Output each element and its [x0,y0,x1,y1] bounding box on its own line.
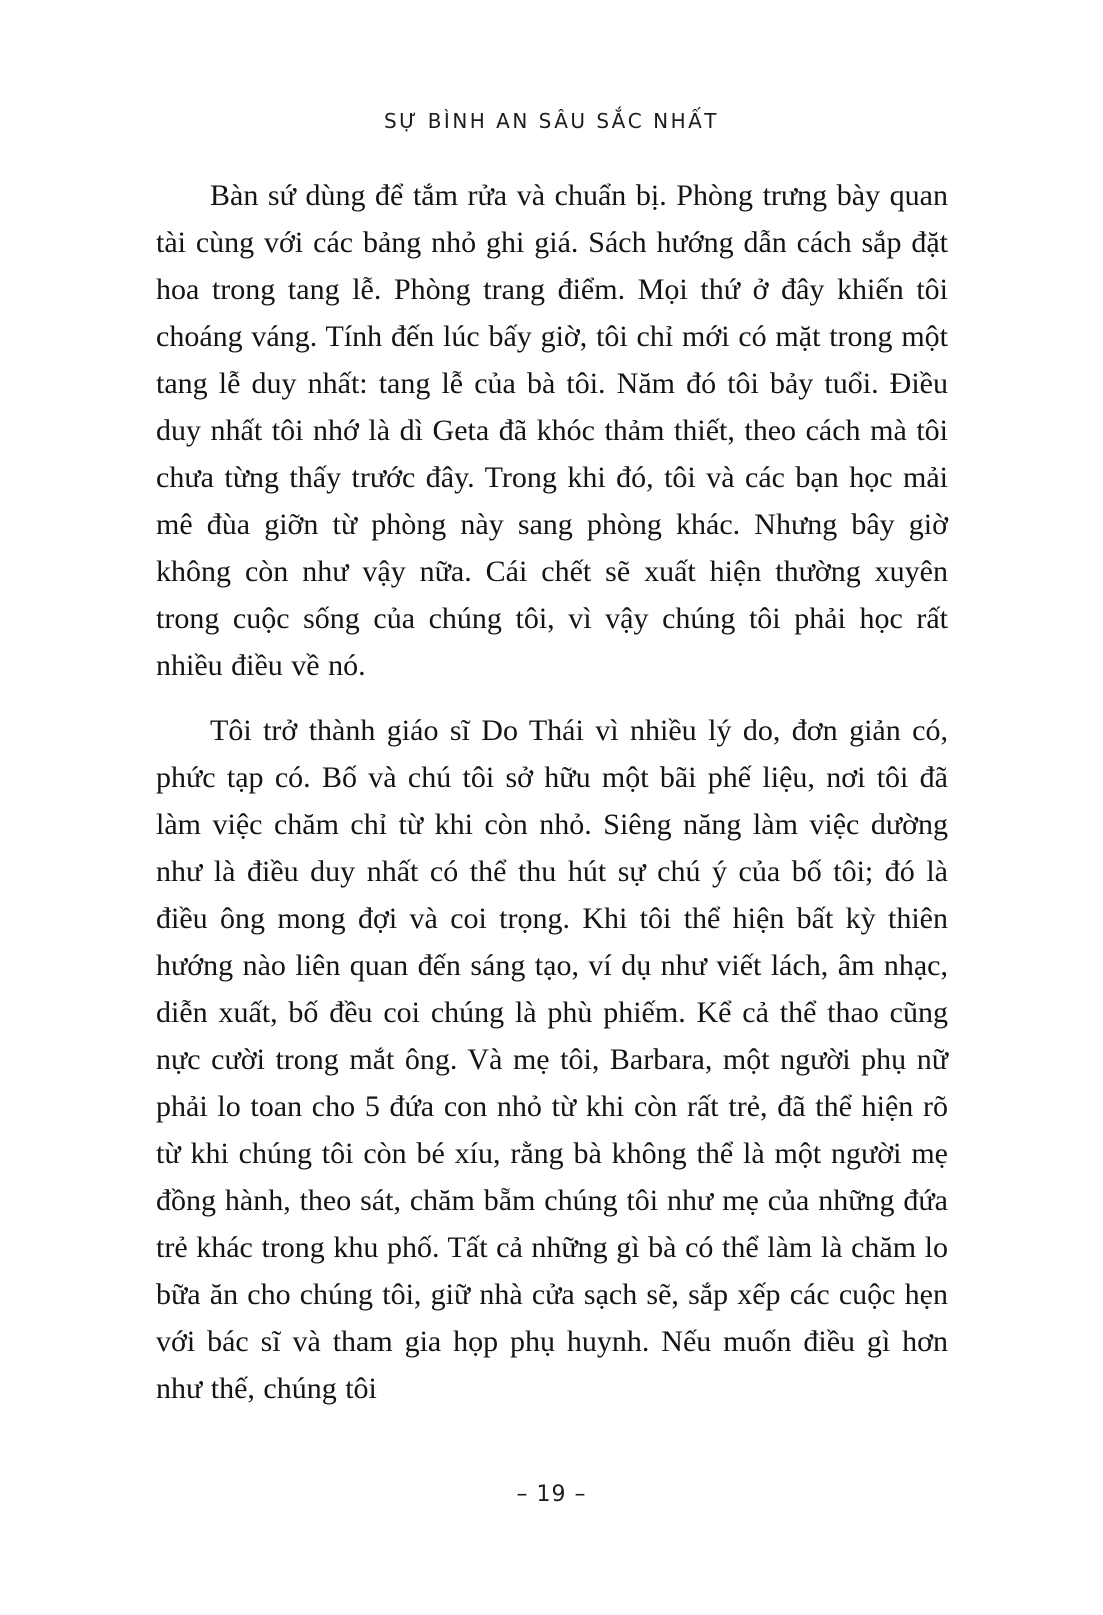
paragraph-2: Tôi trở thành giáo sĩ Do Thái vì nhiều lý do, đơn giản có, phức tạp có. Bố và chú tôi sở hữu một bãi phế liệu, nơi tôi đã làm việc chăm chỉ từ khi còn nhỏ. Siêng năng làm việc dường như là điều duy nhất có thể thu hút sự chú ý của bố tôi; đó là điều ông mong đợi và coi trọng. Khi tôi thể hiện bất kỳ thiên hướng nào liên quan đến sáng tạo, ví dụ như viết lách, âm nhạc, diễn xuất, bố đều coi chúng là phù phiếm. Kể cả thể thao cũng nực cười trong mắt ông. Và mẹ tôi, Barbara, một người phụ nữ phải lo toan cho 5 đứa con nhỏ từ khi còn rất trẻ, đã thể hiện rõ từ khi chúng tôi còn bé xíu, rằng bà không thể là một người mẹ đồng hành, theo sát, chăm bẵm chúng tôi như mẹ của những đứa trẻ khác trong khu phố. Tất cả những gì bà có thể làm là chăm lo bữa ăn cho chúng tôi, giữ nhà cửa sạch sẽ, sắp xếp các cuộc hẹn với bác sĩ và tham gia họp phụ huynh. Nếu muốn điều gì hơn như thế, chúng tôi [156,714,948,1405]
running-header: SỰ BÌNH AN SÂU SẮC NHẤT [383,109,720,133]
body-text [156,172,948,1412]
page-number: – 19 – [516,1482,587,1507]
paragraph-1: Bàn sứ dùng để tắm rửa và chuẩn bị. Phòng trưng bày quan tài cùng với các bảng nhỏ ghi giá. Sách hướng dẫn cách sắp đặt hoa trong tang lễ. Phòng trang điểm. Mọi thứ ở đây khiến tôi choáng váng. Tính đến lúc bấy giờ, tôi chỉ mới có mặt trong một tang lễ duy nhất: tang lễ của bà tôi. Năm đó tôi bảy tuổi. Điều duy nhất tôi nhớ là dì Geta đã khóc thảm thiết, theo cách mà tôi chưa từng thấy trước đây. Trong khi đó, tôi và các bạn học mải mê đùa giỡn từ phòng này sang phòng khác. Nhưng bây giờ không còn như vậy nữa. Cái chết sẽ xuất hiện thường xuyên trong cuộc sống của chúng tôi, vì vậy chúng tôi phải học rất nhiều điều về nó. [156,179,948,682]
